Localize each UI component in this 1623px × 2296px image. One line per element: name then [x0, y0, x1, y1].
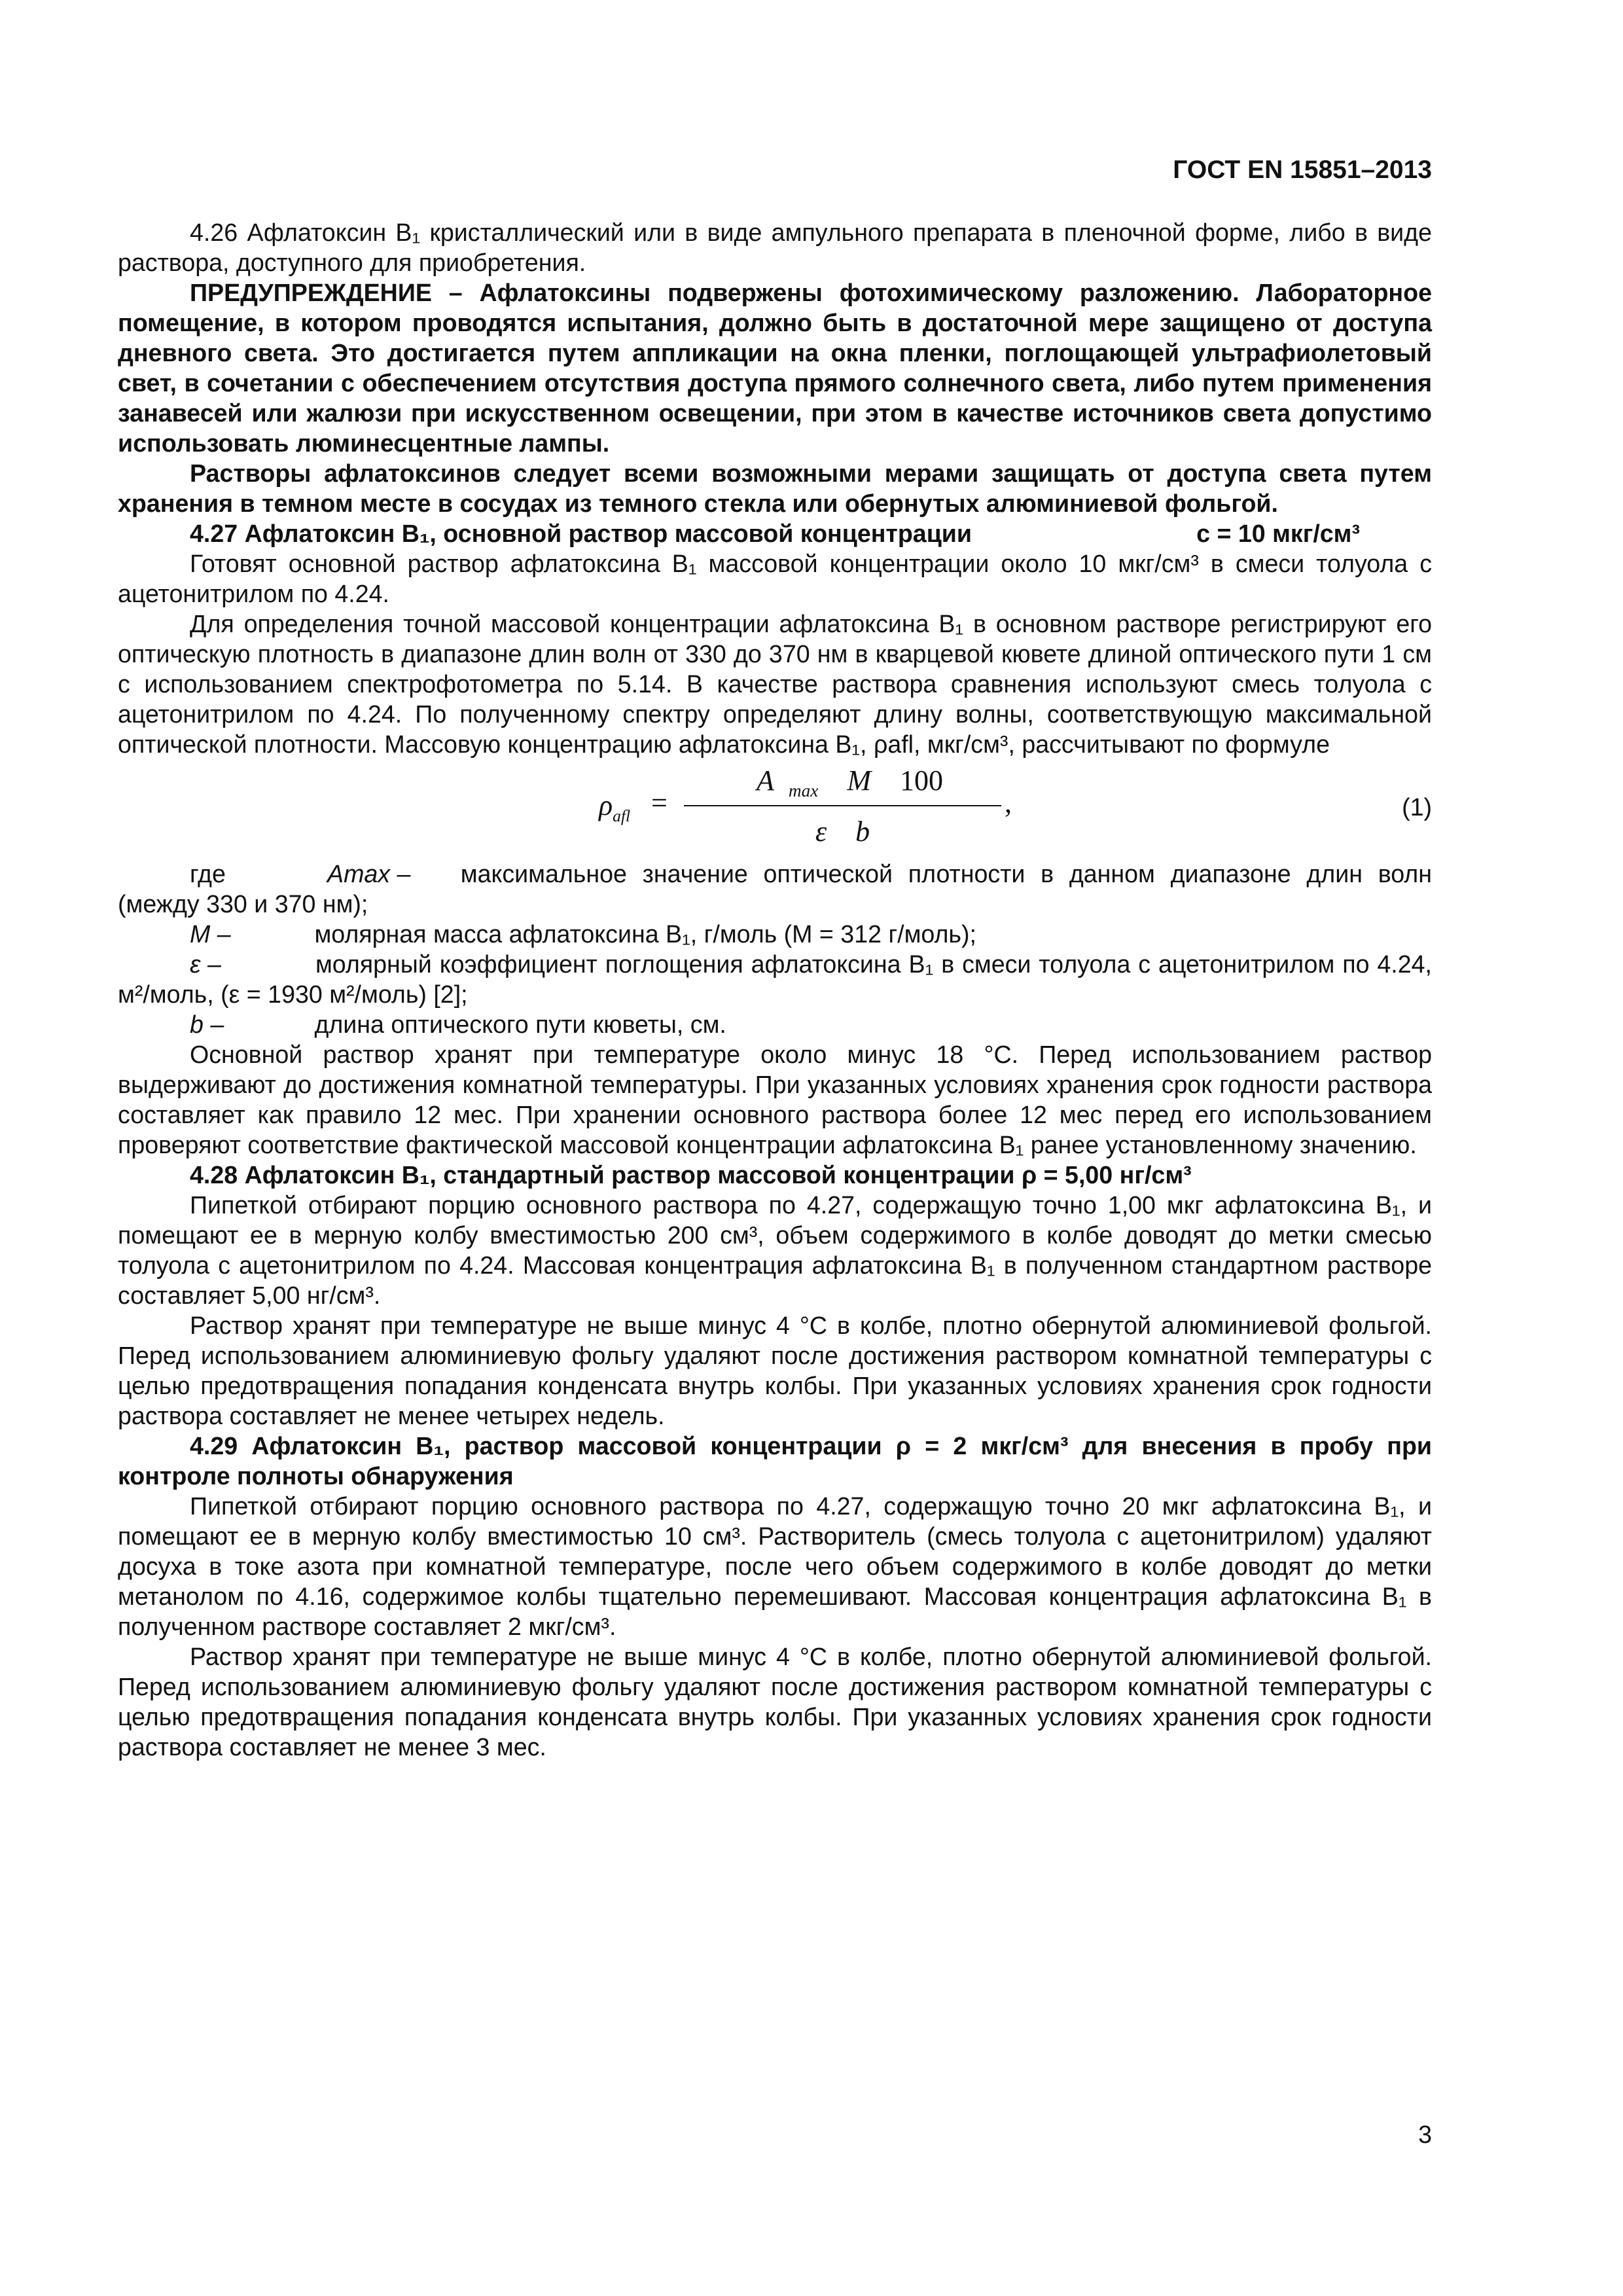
warning-paragraph: ПРЕДУПРЕЖДЕНИЕ – Афлатоксины подвержены фотохимическому разложению. Лабораторное помещение, в котором проводятся испытания, должно быть в достаточной мере защищено от доступа дневного света. Это достигается путем аппликации на окна пленки, поглощающей ультрафиолетовый свет, в сочетании с обеспечением отсутствия доступа прямого солнечного света, либо путем применения занавесей или жалюзи при искусственном освещении, при этом в качестве источников света допустимо использовать люминесцентные лампы.: [118, 279, 1432, 457]
paragraph-4-28-2: Раствор хранят при температуре не выше минус 4 °С в колбе, плотно обернутой алюминиевой фольгой. Перед использованием алюминиевую фольгу удаляют после достижения раствором комнатной температуры с целью предотвращения попадания конденсата внутрь колбы. При указанных условиях хранения срок годности раствора составляет не менее четырех недель.: [118, 1312, 1432, 1429]
document-number: ГОСТ EN 15851–2013: [1173, 156, 1432, 184]
definition-text: молярный коэффициент поглощения афлатоксина B₁ в смеси толуола с ацетонитрилом по 4.24, м²/моль, (ε = 1930 м²/моль) [2];: [118, 950, 1432, 1008]
formula-1: [118, 761, 1432, 857]
definition-text: максимальное значение оптической плотности в данном диапазоне длин волн (между 330 и 370 нм);: [118, 860, 1432, 918]
paragraph-4-26: 4.26 Афлатоксин B₁ кристаллический или в виде ампульного препарата в пленочной форме, либо в виде раствора, доступного для приобретения.: [118, 219, 1432, 276]
formula-b: b: [855, 816, 870, 848]
definition-term: ε –: [190, 950, 221, 978]
where-label: где: [190, 860, 226, 888]
definition-item: [118, 1009, 1432, 1039]
formula-100: 100: [899, 764, 943, 797]
paragraph-4-27-3: Основной раствор хранят при температуре около минус 18 °С. Перед использованием раствор выдерживают до достижения комнатной температуры. При указанных условиях хранения срок годности раствора составляет как правило 12 мес. При хранении основного раствора более 12 мес перед его использованием проверяют соответствие фактической массовой концентрации афлатоксина B₁ ранее установленному значению.: [118, 1041, 1432, 1158]
formula-denominator: [684, 812, 1001, 852]
page-number: 3: [1418, 2121, 1432, 2148]
heading-4-29: 4.29 Афлатоксин B₁, раствор массовой концентрации ρ = 2 мкг/см³ для внесения в пробу при контроле полноты обнаружения: [118, 1432, 1432, 1490]
formula-rho-sub: afl: [613, 806, 631, 825]
formula-a: [742, 764, 819, 800]
paragraph-4-27-2: Для определения точной массовой концентрации афлатоксина B₁ в основном растворе регистрируют его оптическую плотность в диапазоне длин волн от 330 до 370 нм в кварцевой кювете длиной оптического пути 1 см с использованием спектрофотометра по 5.14. В качестве раствора сравнения используют смесь толуола с ацетонитрилом по 4.24. По полученному спектру определяют длину волны, соответствующую максимальной оптической плотности. Массовую концентрацию афлатоксина B₁, ρafl, мкг/см³, рассчитывают по формуле: [118, 610, 1432, 758]
formula-m: M: [847, 764, 871, 797]
formula-a-letter: A: [757, 764, 774, 797]
definition-item: [118, 859, 1432, 919]
heading-4-28: 4.28 Афлатоксин B₁, стандартный раствор массовой концентрации ρ = 5,00 нг/см³: [190, 1161, 1192, 1189]
formula-a-sub: max: [788, 780, 819, 800]
formula-lhs: [599, 789, 631, 825]
warning-paragraph-2: Растворы афлатоксинов следует всеми возможными мерами защищать от доступа света путем хранения в темном месте в сосудах из темного стекла или обернутых алюминиевой фольгой.: [118, 459, 1432, 517]
paragraph-4-29-2: Раствор хранят при температуре не выше минус 4 °С в колбе, плотно обернутой алюминиевой фольгой. Перед использованием алюминиевую фольгу удаляют после достижения раствором комнатной температуры с целью предотвращения попадания конденсата внутрь колбы. При указанных условиях хранения срок годности раствора составляет не менее 3 мес.: [118, 1643, 1432, 1761]
formula-definitions: [118, 859, 1432, 1039]
definition-item: [118, 919, 1432, 949]
paragraph-4-28-1: Пипеткой отбирают порцию основного раствора по 4.27, содержащую точно 1,00 мкг афлатоксина B₁, и помещают ее в мерную колбу вместимостью 200 см³, объем содержимого в колбе доводят до метки смесью толуола с ацетонитрилом по 4.24. Массовая концентрация афлатоксина B₁ в полученном стандартном растворе составляет 5,00 нг/см³.: [118, 1191, 1432, 1309]
paragraph-4-27-1: Готовят основной раствор афлатоксина B₁ массовой концентрации около 10 мкг/см³ в смеси толуола с ацетонитрилом по 4.24.: [118, 550, 1432, 607]
heading-4-27: [118, 518, 1432, 548]
heading-4-27-concentration: c = 10 мкг/см³: [1196, 520, 1360, 547]
definition-term: Amax –: [327, 860, 411, 888]
definition-item: [118, 949, 1432, 1009]
definition-term: b –: [190, 1011, 224, 1038]
formula-rho: ρ: [599, 789, 613, 821]
definition-text: молярная масса афлатоксина B₁, г/моль (M = 312 г/моль);: [314, 920, 976, 948]
formula-numerator: [684, 761, 1001, 801]
definition-term: M –: [190, 920, 231, 948]
definition-text: длина оптического пути кюветы, см.: [314, 1011, 726, 1038]
paragraph-4-29-1: Пипеткой отбирают порцию основного раствора по 4.27, содержащую точно 20 мкг афлатоксина B₁, и помещают ее в мерную колбу вместимостью 10 см³. Растворитель (смесь толуола с ацетонитрилом) удаляют досуха в токе азота при комнатной температуре, после чего объем содержимого в колбе доводят до метки метанолом по 4.16, содержимое колбы тщательно перемешивают. Массовая концентрация афлатоксина B₁ в полученном растворе составляет 2 мкг/см³.: [118, 1492, 1432, 1640]
formula-fraction-bar: [684, 805, 1001, 806]
formula-comma: ,: [1005, 787, 1012, 819]
formula-epsilon: ε: [815, 816, 827, 848]
heading-4-27-text: 4.27 Афлатоксин B₁, основной раствор массовой концентрации: [190, 520, 972, 547]
formula-number: (1): [1402, 793, 1432, 821]
formula-fraction: [684, 761, 1001, 852]
document-body: [118, 217, 1432, 1762]
formula-equals: =: [651, 787, 668, 819]
